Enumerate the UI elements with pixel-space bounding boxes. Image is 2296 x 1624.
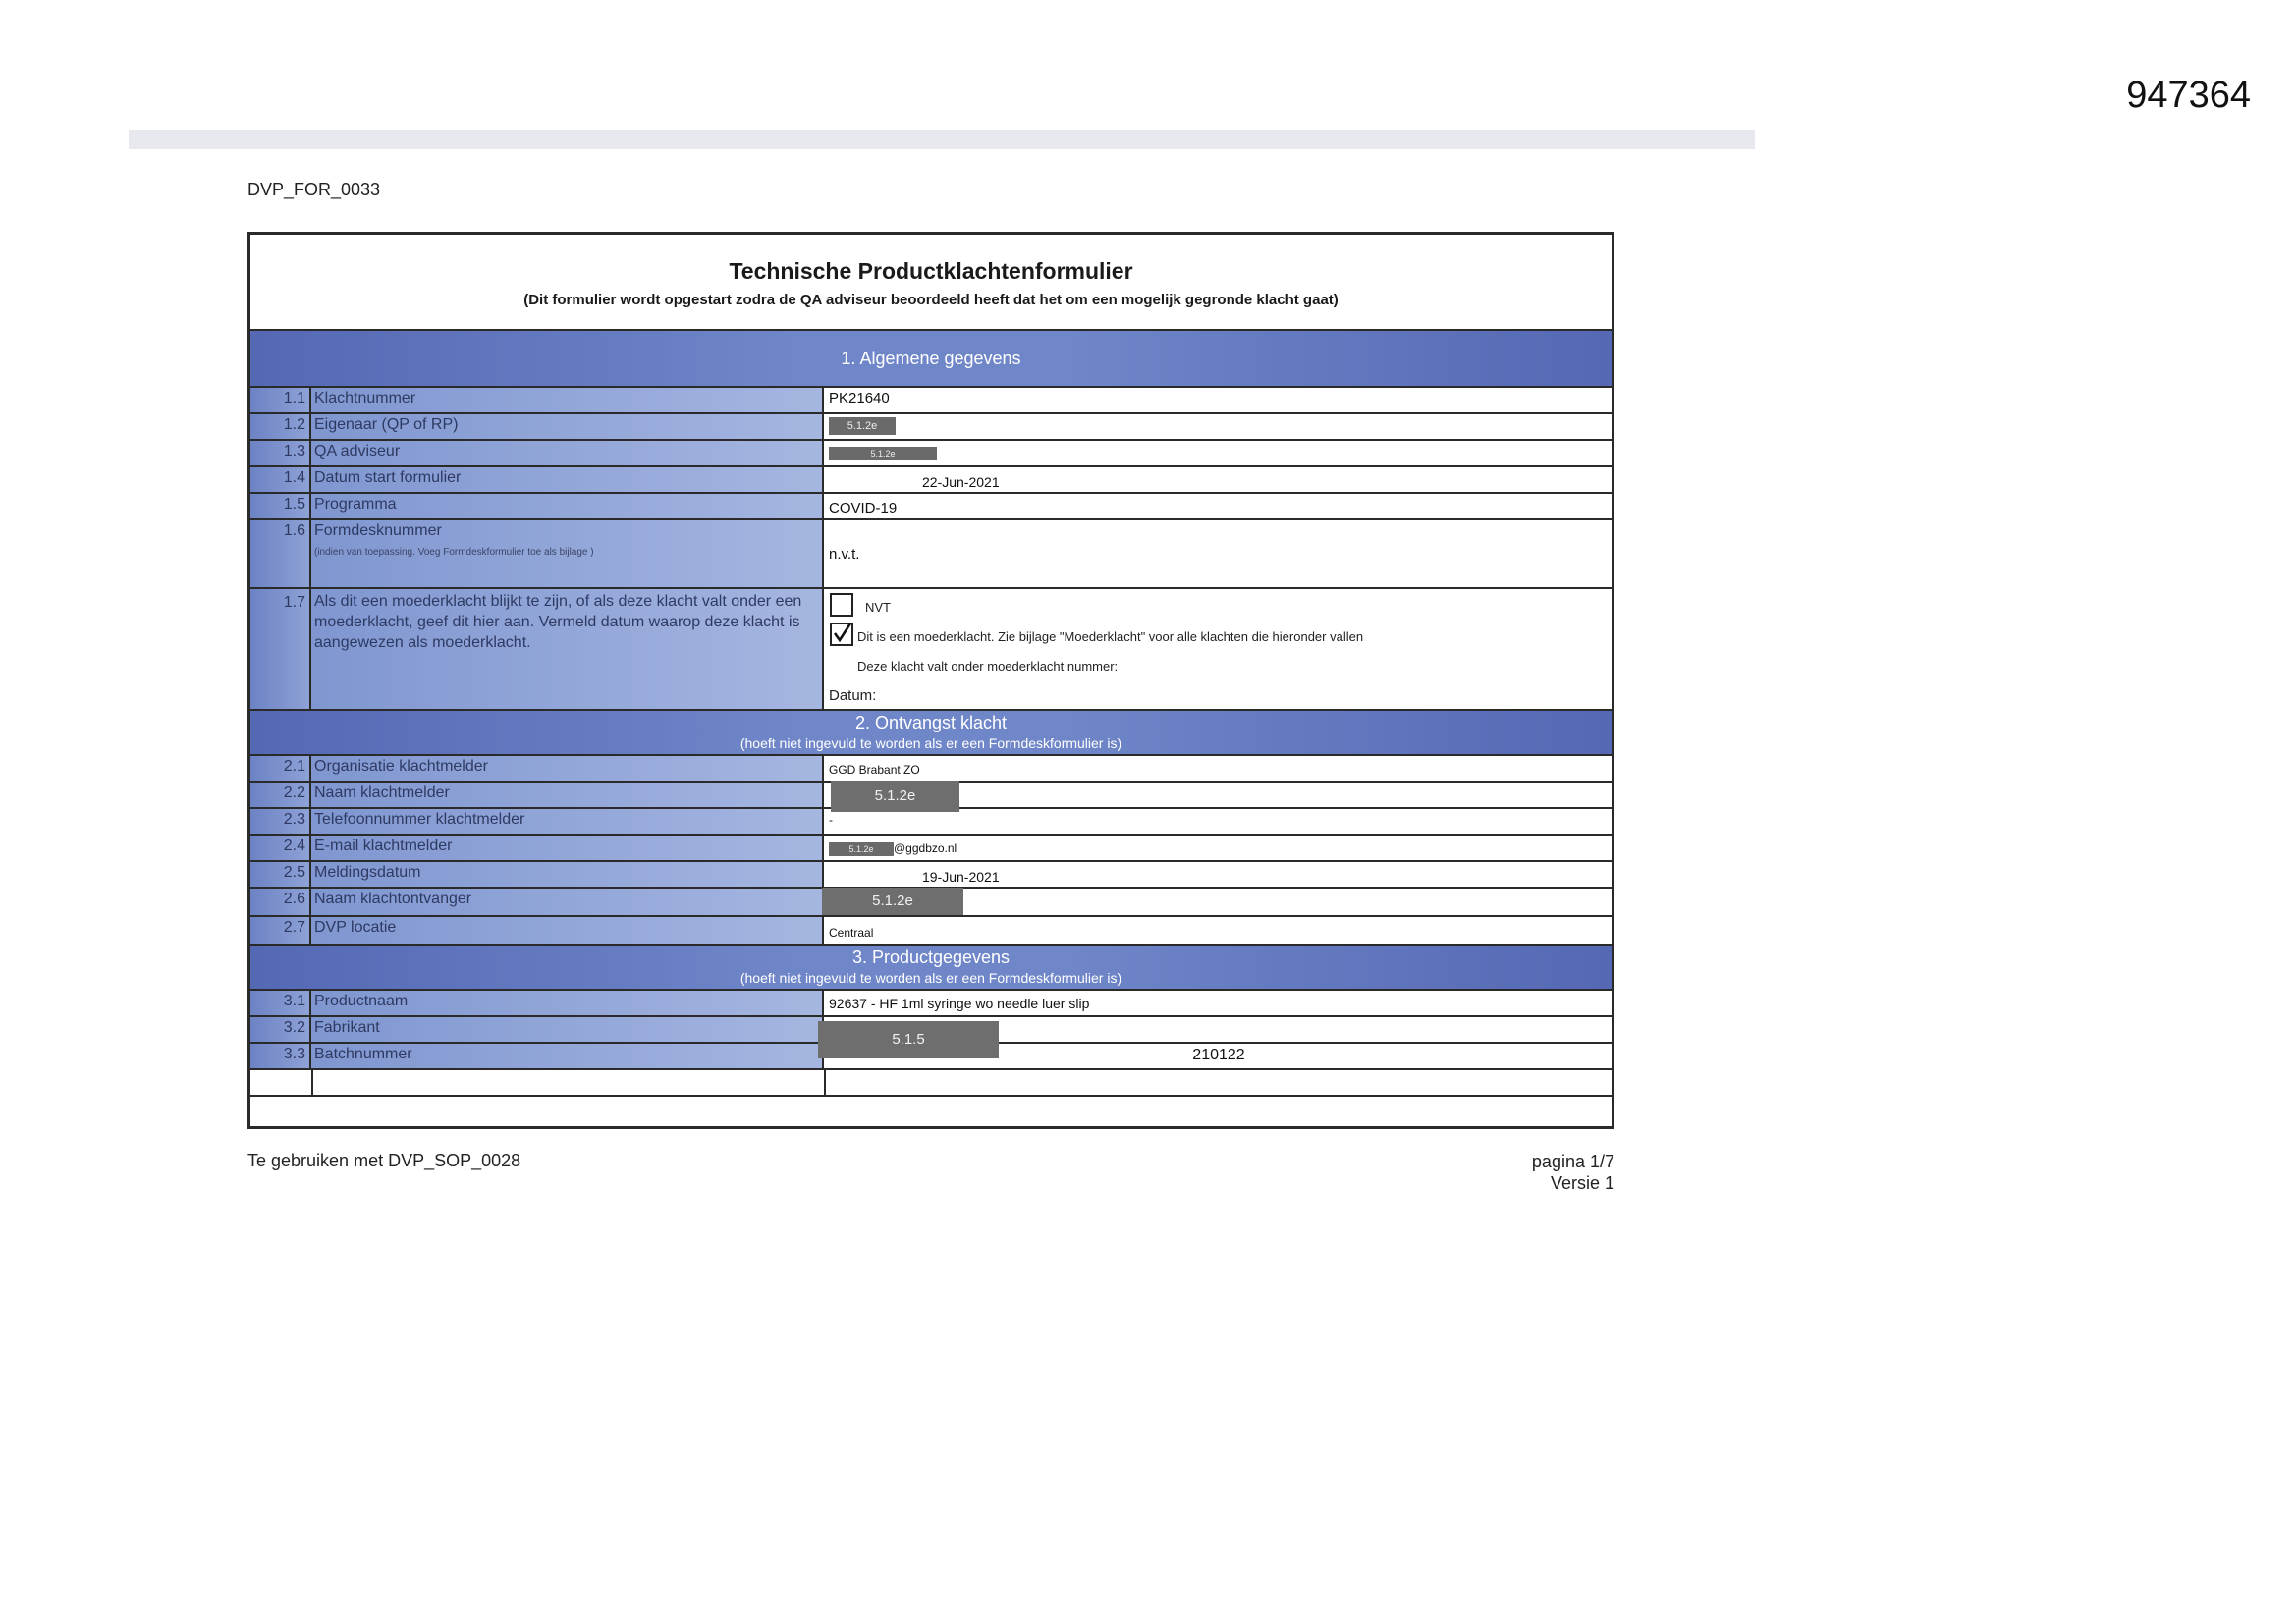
complaint-number-value: PK21640	[829, 390, 890, 406]
row-number: 1.6	[250, 520, 311, 587]
formdesk-value: n.v.t.	[829, 546, 860, 563]
row-label: Naam klachtontvanger	[311, 889, 824, 915]
row-number: 2.7	[250, 917, 311, 944]
row-number: 1.4	[250, 467, 311, 492]
start-date-value: 22-Jun-2021	[922, 474, 1000, 490]
row-label: Klachtnummer	[311, 388, 824, 412]
row-number: 1.7	[250, 589, 311, 709]
row-label: E-mail klachtmelder	[311, 836, 824, 860]
mother-complaint-checkbox[interactable]	[830, 623, 853, 646]
receiver-name-value	[826, 889, 1612, 915]
row-2-5	[250, 862, 1612, 889]
redaction-box: 5.1.2e	[831, 781, 959, 812]
redaction-box: 5.1.2e	[822, 888, 963, 915]
row-number: 1.1	[250, 388, 311, 412]
row-number: 2.4	[250, 836, 311, 860]
row-number: 2.6	[250, 889, 311, 915]
sub-complaint-label: Deze klacht valt onder moederklacht nummer:	[857, 659, 1119, 674]
reporter-email-value	[826, 836, 1612, 860]
row-number: 3.1	[250, 991, 311, 1015]
row-empty	[250, 1070, 1612, 1097]
row-2-6	[250, 889, 1612, 917]
formdesk-label: Formdesknummer	[314, 522, 442, 539]
row-number: 2.2	[250, 783, 311, 807]
product-name-value: 92637 - HF 1ml syringe wo needle luer slip	[829, 996, 1090, 1011]
form-code: DVP_FOR_0033	[247, 180, 381, 199]
row-label: Batchnummer	[311, 1044, 824, 1068]
empty-cell	[250, 1070, 313, 1095]
qa-advisor-value	[826, 441, 1612, 465]
mother-complaint-label: Dit is een moederklacht. Zie bijlage "Moederklacht" voor alle klachten die hieronder vallen	[857, 629, 1364, 644]
section-3-title: 3. Productgegevens	[851, 947, 1011, 967]
row-3-1	[250, 991, 1612, 1017]
row-label: Fabrikant	[311, 1017, 824, 1042]
row-2-7	[250, 917, 1612, 944]
row-1-7	[250, 589, 1612, 709]
empty-cell	[311, 1070, 826, 1095]
section-2-header	[250, 709, 1612, 756]
date-label: Datum:	[829, 687, 877, 704]
form-title: Technische Productklachtenformulier	[729, 258, 1133, 284]
row-label: Programma	[311, 494, 824, 518]
row-number: 1.3	[250, 441, 311, 465]
section-1-title: 1. Algemene gegevens	[841, 349, 1021, 368]
form-subtitle: (Dit formulier wordt opgestart zodra de QA adviseur beoordeeld heeft dat het om een mogelijk gegronde klacht gaat)	[523, 292, 1339, 308]
row-2-1	[250, 756, 1612, 783]
section-3-header	[250, 944, 1612, 991]
row-label: Organisatie klachtmelder	[311, 756, 824, 781]
row-label	[311, 520, 824, 587]
report-date-value: 19-Jun-2021	[922, 869, 1000, 885]
row-1-2	[250, 414, 1612, 441]
row-label: Productnaam	[311, 991, 824, 1015]
row-number: 2.5	[250, 862, 311, 887]
program-value: COVID-19	[829, 500, 898, 516]
row-1-1	[250, 388, 1612, 414]
row-1-3	[250, 441, 1612, 467]
form-header	[250, 235, 1612, 331]
version: Versie 1	[1550, 1173, 1614, 1193]
row-1-4	[250, 467, 1612, 494]
reporter-organization-value: GGD Brabant ZO	[829, 763, 920, 777]
row-label: Als dit een moederklacht blijkt te zijn, of als deze klacht valt onder een moederklacht, geef dit hier aan. Vermeld datum waarop deze klacht is aangewezen als moederklacht.	[311, 589, 824, 709]
document-number: 947364	[2126, 75, 2251, 116]
row-2-2	[250, 783, 1612, 809]
nvt-label: NVT	[865, 600, 891, 615]
complaint-form	[247, 232, 1614, 1129]
row-label: QA adviseur	[311, 441, 824, 465]
row-number: 2.3	[250, 809, 311, 834]
owner-value	[826, 414, 1612, 439]
row-label: Telefoonnummer klachtmelder	[311, 809, 824, 834]
section-1-header	[250, 329, 1612, 388]
row-number: 1.2	[250, 414, 311, 439]
row-number: 2.1	[250, 756, 311, 781]
row-label: Datum start formulier	[311, 467, 824, 492]
row-1-5	[250, 494, 1612, 520]
email-domain: @ggdbzo.nl	[894, 841, 957, 855]
formdesk-sublabel: (indien van toepassing. Voeg Formdeskformulier toe als bijlage )	[314, 547, 594, 558]
row-2-3	[250, 809, 1612, 836]
section-2-title: 2. Ontvangst klacht	[854, 713, 1008, 732]
row-1-6	[250, 520, 1612, 589]
reporter-name-value	[826, 783, 1612, 807]
batch-number-value: 210122	[1192, 1047, 1245, 1063]
section-3-subtitle: (hoeft niet ingevuld te worden als er een Formdeskformulier is)	[739, 970, 1122, 986]
section-2-subtitle: (hoeft niet ingevuld te worden als er een Formdeskformulier is)	[739, 735, 1122, 751]
row-label: Meldingsdatum	[311, 862, 824, 887]
checkmark-icon	[832, 623, 853, 644]
redaction-box: 5.1.2e	[829, 417, 896, 435]
row-label: Naam klachtmelder	[311, 783, 824, 807]
mother-complaint-options	[826, 589, 1612, 709]
redaction-box: 5.1.2e	[829, 842, 894, 856]
redaction-box-manufacturer: 5.1.5	[818, 1021, 999, 1058]
row-label: DVP locatie	[311, 917, 824, 944]
row-2-4	[250, 836, 1612, 862]
footer-sop-reference: Te gebruiken met DVP_SOP_0028	[247, 1151, 521, 1170]
page-number: pagina 1/7	[1531, 1152, 1614, 1171]
row-number: 3.2	[250, 1017, 311, 1042]
row-number: 3.3	[250, 1044, 311, 1068]
row-label: Eigenaar (QP of RP)	[311, 414, 824, 439]
scan-top-bar	[129, 130, 1755, 149]
dvp-location-value: Centraal	[829, 926, 874, 940]
footer-page-info	[1532, 1151, 1614, 1194]
row-number: 1.5	[250, 494, 311, 518]
redaction-box: 5.1.2e	[829, 447, 937, 460]
reporter-phone-value: -	[829, 813, 833, 827]
nvt-checkbox[interactable]	[830, 593, 853, 617]
